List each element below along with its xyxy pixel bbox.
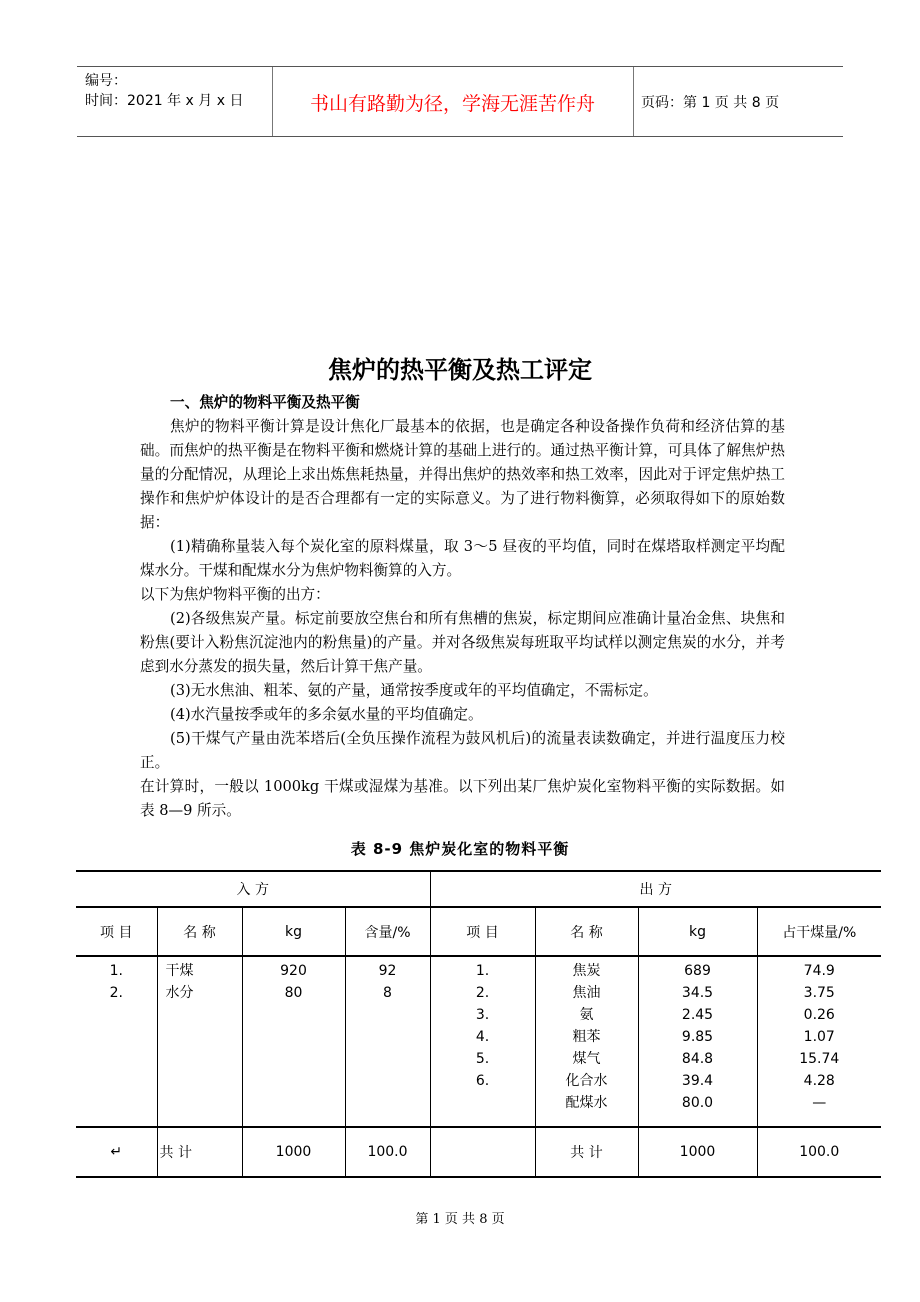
in-header: 入 方 bbox=[76, 871, 430, 907]
table-cell: 1. bbox=[109, 963, 123, 979]
table-cell: 焦炭 bbox=[572, 963, 601, 979]
table-cell bbox=[431, 1092, 535, 1114]
section-heading: 一、焦炉的物料平衡及热平衡 bbox=[170, 394, 360, 411]
table-cell: 干煤 bbox=[165, 963, 194, 979]
in-total-label: 共 计 bbox=[157, 1127, 242, 1177]
table-cell: 5. bbox=[475, 1051, 490, 1067]
paragraph: (4)水汽量按季或年的多余氨水量的平均值确定。 bbox=[170, 706, 483, 723]
table-cell: 74.9 bbox=[803, 963, 835, 979]
column-header: 占干煤量/% bbox=[757, 907, 881, 956]
column-header: 名 称 bbox=[157, 907, 242, 956]
document-title: 焦炉的热平衡及热工评定 bbox=[328, 355, 592, 384]
table-column-cell bbox=[157, 956, 242, 1127]
table-cell: 氨 bbox=[579, 1007, 594, 1023]
paragraph: 焦炉的物料平衡计算是设计焦化厂最基本的依据，也是确定各种设备操作负荷和经济估算的基础。而焦炉的热平衡是在物料平衡和燃烧计算的基础上进行的。通过热平衡计算，可具体了解焦炉热量的分配情况，从理论上求出炼焦耗热量，并得出焦炉的热效率和热工效率，因此对于评定焦炉热工操作和焦炉炉体设计的是否合理都有一定的实际意义。为了进行物料衡算，必须取得如下的原始数据： bbox=[140, 418, 785, 531]
table-cell: 4. bbox=[475, 1029, 490, 1045]
column-header: kg bbox=[638, 907, 757, 956]
column-header: 名 称 bbox=[535, 907, 638, 956]
table-cell: — bbox=[812, 1095, 827, 1111]
table-column-cell bbox=[76, 956, 157, 1127]
table-column-cell bbox=[242, 956, 345, 1127]
table-cell bbox=[430, 1127, 535, 1177]
table-caption: 表 8-9 焦炉炭化室的物料平衡 bbox=[350, 840, 570, 858]
table-cell: 39.4 bbox=[681, 1073, 714, 1089]
paragraph: (3)无水焦油、粗苯、氨的产量，通常按季度或年的平均值确定，不需标定。 bbox=[170, 682, 658, 699]
table-cell: 焦油 bbox=[572, 985, 601, 1001]
table-cell: 2.45 bbox=[681, 1007, 714, 1023]
table-cell: 1. bbox=[475, 963, 490, 979]
table-cell: 2. bbox=[475, 985, 490, 1001]
out-total-pct: 100.0 bbox=[757, 1127, 881, 1177]
body-text bbox=[140, 391, 785, 823]
page-header bbox=[77, 66, 843, 137]
paragraph: (1)精确称量装入每个炭化室的原料煤量，取 3～5 昼夜的平均值，同时在煤塔取样测定平均配煤水分。干煤和配煤水分为焦炉物料衡算的入方。 bbox=[140, 538, 785, 579]
table-cell: 80 bbox=[284, 985, 303, 1001]
column-header: 项 目 bbox=[76, 907, 157, 956]
paragraph: 在计算时，一般以 1000kg 干煤或湿煤为基准。以下列出某厂焦炉炭化室物料平衡的实际数据。如表 8—9 所示。 bbox=[140, 778, 785, 819]
out-total-kg: 1000 bbox=[638, 1127, 757, 1177]
table-cell: 689 bbox=[684, 963, 711, 979]
table-column-cell bbox=[345, 956, 430, 1127]
motto: 书山有路勤为径，学海无涯苦作舟 bbox=[309, 93, 595, 115]
column-header: 项 目 bbox=[430, 907, 535, 956]
date-label: 时间：2021 年 x 月 x 日 bbox=[85, 93, 244, 109]
table-cell: 92 bbox=[378, 963, 397, 979]
table-cell: 2. bbox=[109, 985, 123, 1001]
table-cell: 粗苯 bbox=[572, 1029, 601, 1045]
table-cell: 1.07 bbox=[803, 1029, 835, 1045]
table-cell: 0.26 bbox=[803, 1007, 835, 1023]
table-cell: 80.0 bbox=[681, 1095, 714, 1111]
out-total-label: 共 计 bbox=[535, 1127, 638, 1177]
paragraph: (5)干煤气产量由洗苯塔后(全负压操作流程为鼓风机后)的流量表读数确定，并进行温度压力校正。 bbox=[140, 730, 785, 771]
column-header: 含量/% bbox=[345, 907, 430, 956]
table-cell: 84.8 bbox=[681, 1051, 714, 1067]
paragraph: 以下为焦炉物料平衡的出方： bbox=[140, 586, 330, 603]
table-cell: 3.75 bbox=[803, 985, 835, 1001]
table-column-cell bbox=[535, 956, 638, 1127]
material-balance-table bbox=[76, 870, 881, 1178]
table-cell: 水分 bbox=[165, 985, 194, 1001]
table-cell: 4.28 bbox=[803, 1073, 835, 1089]
page-number-header: 页码：第 1 页 共 8 页 bbox=[641, 95, 780, 111]
table-cell: 煤气 bbox=[572, 1051, 601, 1067]
table-cell: 3. bbox=[475, 1007, 490, 1023]
number-label: 编号： bbox=[85, 73, 127, 89]
table-column-cell bbox=[430, 956, 535, 1127]
table-cell: 920 bbox=[280, 963, 307, 979]
table-cell: 9.85 bbox=[681, 1029, 714, 1045]
table-cell: 化合水 bbox=[565, 1073, 608, 1089]
table-cell: 8 bbox=[383, 985, 392, 1001]
out-header: 出 方 bbox=[430, 871, 881, 907]
table-cell: 6. bbox=[475, 1073, 490, 1089]
in-total-pct: 100.0 bbox=[345, 1127, 430, 1177]
divider bbox=[633, 67, 634, 136]
table-cell: 34.5 bbox=[681, 985, 714, 1001]
table-cell: ↵ bbox=[76, 1127, 157, 1177]
in-total-kg: 1000 bbox=[242, 1127, 345, 1177]
paragraph: (2)各级焦炭产量。标定前要放空焦台和所有焦槽的焦炭，标定期间应准确计量冶金焦、块焦和粉焦(要计入粉焦沉淀池内的粉焦量)的产量。并对各级焦炭每班取平均试样以测定焦炭的水分，并考虑到水分蒸发的损失量，然后计算干焦产量。 bbox=[140, 610, 785, 675]
page-footer: 第 1 页 共 8 页 bbox=[415, 1212, 505, 1227]
table-cell: 15.74 bbox=[799, 1051, 840, 1067]
column-header: kg bbox=[242, 907, 345, 956]
table-column-cell bbox=[757, 956, 881, 1127]
table-column-cell bbox=[638, 956, 757, 1127]
table-cell: 配煤水 bbox=[565, 1095, 608, 1111]
